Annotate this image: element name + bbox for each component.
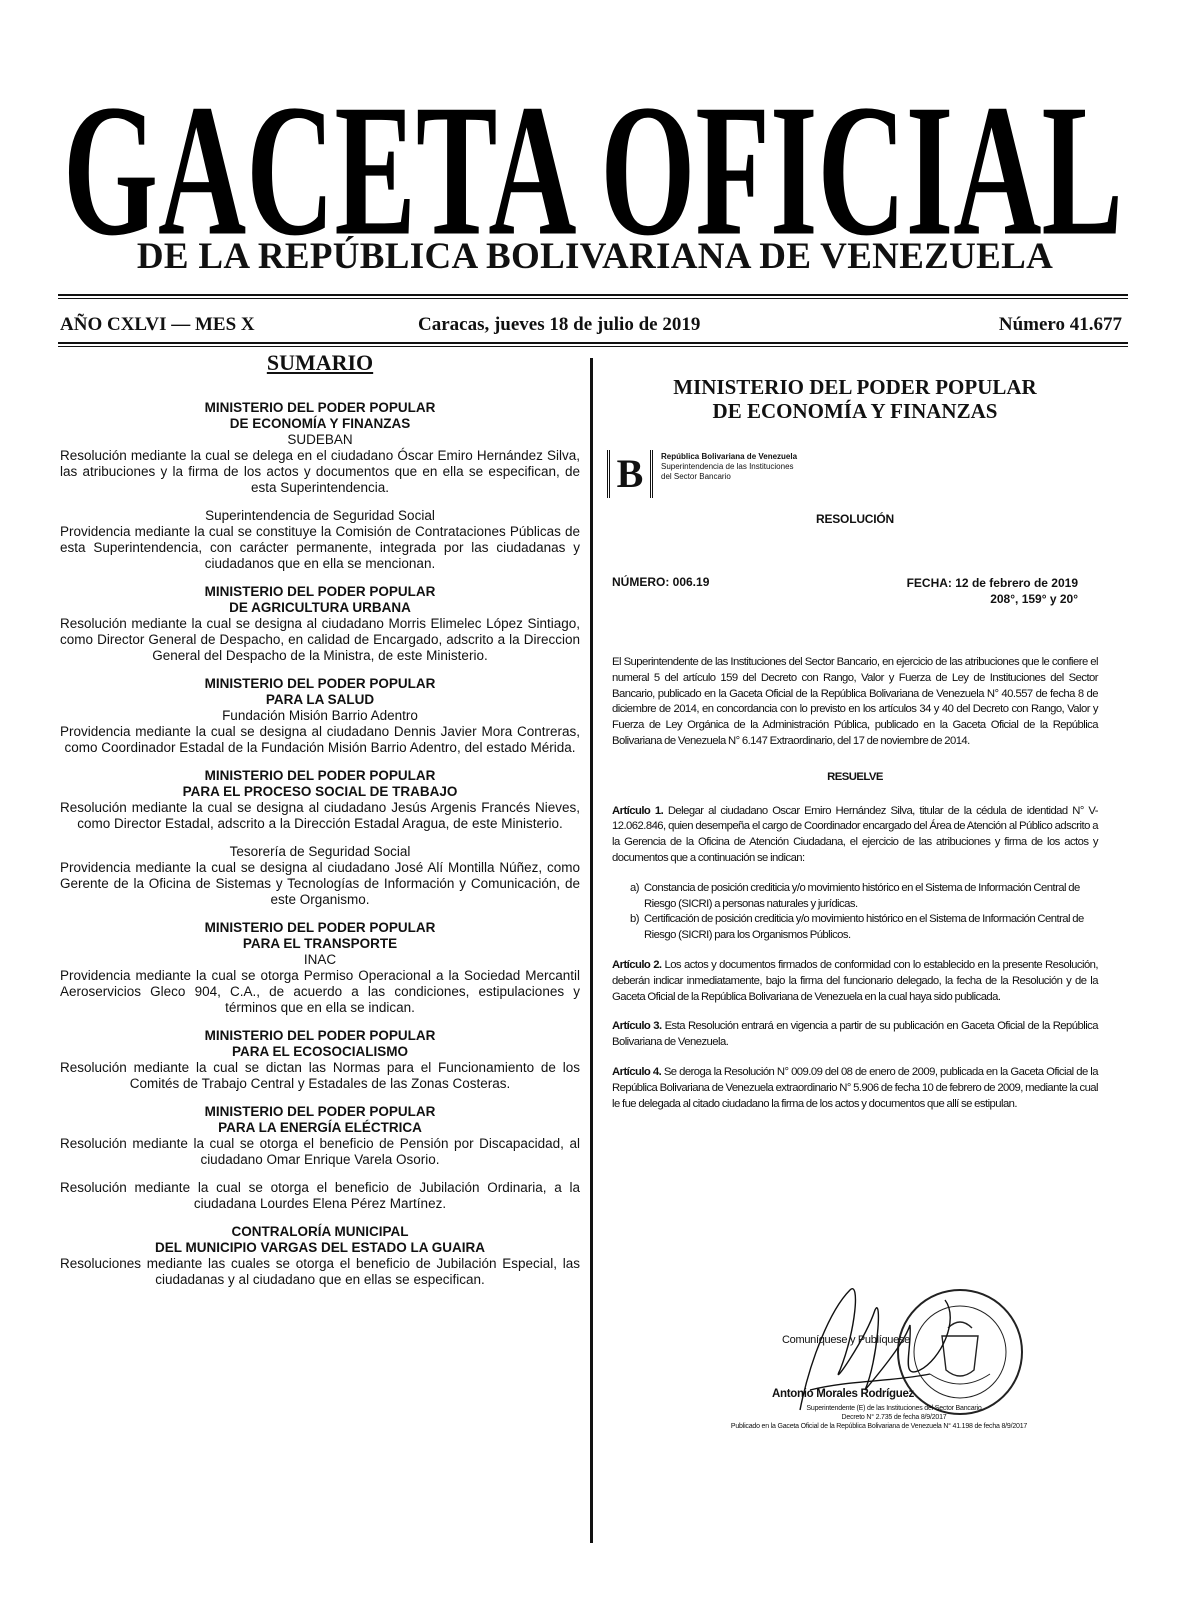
item-text: Constancia de posición crediticia y/o movimiento histórico en el Sistema de Información Central de Riesgo (SICRI) a personas naturales y jurídicas. [644, 881, 1080, 910]
sumario-entry: Providencia mediante la cual se constituye la Comisión de Contrataciones Públicas de esta Superintendencia, con carácter permanente, integrada por las ciudadanas y ciudadanos que en ella se mencionan. [60, 524, 580, 571]
issue-year-month: AÑO CXLVI — MES X [60, 314, 255, 335]
signer-line: Publicado en la Gaceta Oficial de la República Bolivariana de Venezuela N° 41.198 de fecha 8/9/2017 [730, 1423, 1028, 1430]
ministry-name-line-1: MINISTERIO DEL PODER POPULAR [673, 375, 1037, 399]
item-letter: b) [630, 913, 639, 926]
article-text: Delegar al ciudadano Oscar Emiro Hernández Silva, titular de la cédula de identidad N° V-12.062.846, quien desempeña el cargo de Coordinador encargado del Área de Atención al Público adscrito a la Gerencia de la Oficina de Atención Ciudadana, el ejercicio de las atribuciones y firma de los actos y documentos que a continuación se indican: [612, 804, 1098, 864]
sumario-entry: Resolución mediante la cual se dictan las Normas para el Funcionamiento de los Comités de Trabajo Central y Estadales de las Zonas Costeras. [60, 1060, 580, 1091]
section-unit: Superintendencia de Seguridad Social [205, 508, 435, 523]
sumario-entry: Resolución mediante la cual se delega en el ciudadano Óscar Emiro Hernández Silva, las atribuciones y la firma de los actos y documentos que en ella se especifican, de esta Superintendencia. [60, 448, 580, 495]
list-item [630, 912, 1098, 944]
article-1-items [630, 881, 1098, 944]
sumario-section [60, 584, 580, 664]
item-text: Certificación de posición crediticia y/o movimiento histórico en el Sistema de Información Central de Riesgo (SICRI) para los Organismos Públicos. [644, 913, 1084, 942]
section-heading: MINISTERIO DEL PODER POPULAR [204, 920, 436, 935]
logo-line: del Sector Bancario [661, 472, 731, 481]
resolution-number-date [612, 575, 1098, 615]
resolution-number: NÚMERO: 006.19 [612, 575, 710, 589]
article-2 [612, 958, 1098, 1005]
resolution-body [612, 655, 1098, 1126]
resolution-title: RESOLUCIÓN [815, 512, 894, 526]
sumario-entry: Providencia mediante la cual se designa al ciudadano Dennis Javier Mora Contreras, como Coordinador Estadal de la Fundación Misión Barrio Adentro, del estado Mérida. [60, 724, 580, 755]
column-divider [590, 358, 593, 1543]
ministry-name-line-2: DE ECONOMÍA Y FINANZAS [712, 399, 998, 423]
section-heading: MINISTERIO DEL PODER POPULAR [204, 1104, 436, 1119]
logo-letter: B [607, 450, 653, 498]
article-1 [612, 804, 1098, 867]
sumario-entry: Resolución mediante la cual se designa al ciudadano Jesús Argenis Francés Nieves, como Director Estadal, adscrito a la Dirección Estadal Aragua, de este Ministerio. [60, 800, 580, 831]
sumario-section [60, 1224, 580, 1288]
article-label: Artículo 3. [612, 1020, 662, 1033]
article-3 [612, 1019, 1098, 1051]
issue-info [58, 314, 1128, 338]
issue-number: Número 41.677 [998, 314, 1122, 335]
masthead-title [58, 55, 1128, 255]
top-rule [58, 294, 1128, 296]
signer-line: Decreto N° 2.735 de fecha 8/9/2017 [841, 1414, 947, 1421]
closing-formula: Comuníquese y Publíquese [782, 1334, 910, 1346]
resolution-years: 208°, 159° y 20° [990, 592, 1078, 606]
sudeban-logo [607, 450, 807, 500]
issue-place-date: Caracas, jueves 18 de julio de 2019 [418, 314, 701, 335]
section-heading: PARA LA SALUD [265, 692, 375, 707]
sumario-entry: Resolución mediante la cual se designa al ciudadano Morris Elimelec López Sintiago, como Director General de Despacho, en calidad de Encargado, adscrito a la Direccion General del Despacho de la Ministra, de este Ministerio. [60, 616, 580, 663]
article-text: Esta Resolución entrará en vigencia a partir de su publicación en Gaceta Oficial de la República Bolivariana de Venezuela. [612, 1020, 1098, 1049]
signer-line: Superintendente (E) de las Instituciones del Sector Bancario [806, 1405, 982, 1412]
sumario-section [60, 1028, 580, 1092]
resuelve-heading: RESUELVE [827, 770, 883, 783]
article-label: Artículo 2. [612, 958, 662, 971]
sumario-title: SUMARIO [266, 350, 374, 375]
section-unit: Tesorería de Seguridad Social [229, 844, 411, 859]
svg-text:GACETA OFICIAL: GACETA OFICIAL [62, 65, 1123, 255]
logo-text [661, 452, 797, 482]
section-unit: Fundación Misión Barrio Adentro [222, 708, 418, 723]
preamble: El Superintendente de las Instituciones del Sector Bancario, en ejercicio de las atribuciones que le confiere el numeral 5 del artículo 159 del Decreto con Rango, Valor y Fuerza de Ley de Instituciones del Sector Bancario, publicado en la Gaceta Oficial de la República Bolivariana de Venezuela N° 40.557 de fecha 8 de diciembre de 2014, en concordancia con lo previsto en los artículos 34 y 40 del Decreto con Rango, Valor y Fuerza de Ley Orgánica de la Administración Pública, publicado en la Gaceta Oficial de la República Bolivariana de Venezuela N° 6.147 Extraordinario, del 17 de noviembre de 2014. [612, 656, 1098, 747]
article-4 [612, 1065, 1098, 1112]
sumario-section [60, 920, 580, 1016]
logo-line: Superintendencia de las Instituciones [661, 462, 794, 471]
article-label: Artículo 4. [612, 1065, 662, 1078]
article-label: Artículo 1. [612, 804, 664, 817]
section-heading: DE AGRICULTURA URBANA [229, 600, 411, 615]
masthead [58, 55, 1128, 255]
signer-details [714, 1404, 1074, 1431]
section-unit: SUDEBAN [287, 432, 353, 447]
section-heading: PARA EL TRANSPORTE [242, 936, 398, 951]
sumario-entry: Resolución mediante la cual se otorga el beneficio de Jubilación Ordinaria, a la ciudadana Lourdes Elena Pérez Martínez. [60, 1180, 580, 1211]
section-heading: MINISTERIO DEL PODER POPULAR [204, 584, 436, 599]
sumario [60, 350, 580, 1300]
sumario-section [60, 1104, 580, 1212]
sumario-section [60, 400, 580, 572]
section-heading: MINISTERIO DEL PODER POPULAR [204, 676, 436, 691]
section-heading: MINISTERIO DEL PODER POPULAR [204, 768, 436, 783]
section-heading: DEL MUNICIPIO VARGAS DEL ESTADO LA GUAIRA [154, 1240, 486, 1255]
section-heading: MINISTERIO DEL PODER POPULAR [204, 1028, 436, 1043]
signature-area [660, 1270, 1080, 1460]
logo-line: República Bolivariana de Venezuela [661, 452, 798, 461]
section-heading: PARA EL ECOSOCIALISMO [231, 1044, 408, 1059]
issue-rule [58, 342, 1128, 344]
sumario-section [60, 768, 580, 908]
section-heading: PARA EL PROCESO SOCIAL DE TRABAJO [182, 784, 458, 799]
sumario-entry: Resolución mediante la cual se otorga el beneficio de Pensión por Discapacidad, al ciudadano Omar Enrique Varela Osorio. [60, 1136, 580, 1167]
masthead-subtitle: DE LA REPÚBLICA BOLIVARIANA DE VENEZUELA [136, 236, 1054, 277]
official-seal [898, 1290, 1022, 1414]
sumario-entry: Resoluciones mediante las cuales se otorga el beneficio de Jubilación Especial, las ciudadanas y al ciudadano que en ellas se especifican. [60, 1256, 580, 1287]
resolution-date-text: FECHA: 12 de febrero de 2019 [906, 576, 1078, 590]
list-item [630, 881, 1098, 913]
article-text: Se deroga la Resolución N° 009.09 del 08 de enero de 2009, publicada en la Gaceta Oficial de la República Bolivariana de Venezuela extraordinario N° 5.906 de fecha 10 de febrero de 2009, mediante la cual le fue delegada al citado ciudadano la firma de los actos y documentos que allí se estipulan. [612, 1065, 1098, 1110]
sumario-entry: Providencia mediante la cual se otorga Permiso Operacional a la Sociedad Mercantil Aeroservicios Gleco 904, C.A., de acuerdo a las condiciones, estipulaciones y términos que en ella se indican. [60, 968, 580, 1015]
resolution-date [907, 575, 1078, 607]
section-heading: DE ECONOMÍA Y FINANZAS [229, 416, 411, 431]
item-letter: a) [630, 881, 639, 894]
issue-rule-thin [58, 346, 1128, 347]
section-heading: CONTRALORÍA MUNICIPAL [231, 1224, 409, 1239]
sumario-section [60, 676, 580, 756]
top-rule-thin [58, 298, 1128, 299]
section-heading: MINISTERIO DEL PODER POPULAR [204, 400, 436, 415]
ministry-header [612, 375, 1098, 423]
section-heading: PARA LA ENERGÍA ELÉCTRICA [218, 1120, 422, 1135]
section-unit: INAC [303, 952, 337, 967]
article-text: Los actos y documentos firmados de conformidad con lo establecido en la presente Resolución, deberán indicar inmediatamente, bajo la firma del funcionario delegado, la fecha de la Resolución y de la Gaceta Oficial de la República Bolivariana de Venezuela en la cual haya sido publicada. [612, 958, 1098, 1003]
signer-name: Antonio Morales Rodríguez [772, 1388, 915, 1400]
sumario-entry: Providencia mediante la cual se designa al ciudadano José Alí Montilla Núñez, como Gerente de la Oficina de Sistemas y Tecnologías de Información y Comunicación, de este Organismo. [60, 860, 580, 907]
